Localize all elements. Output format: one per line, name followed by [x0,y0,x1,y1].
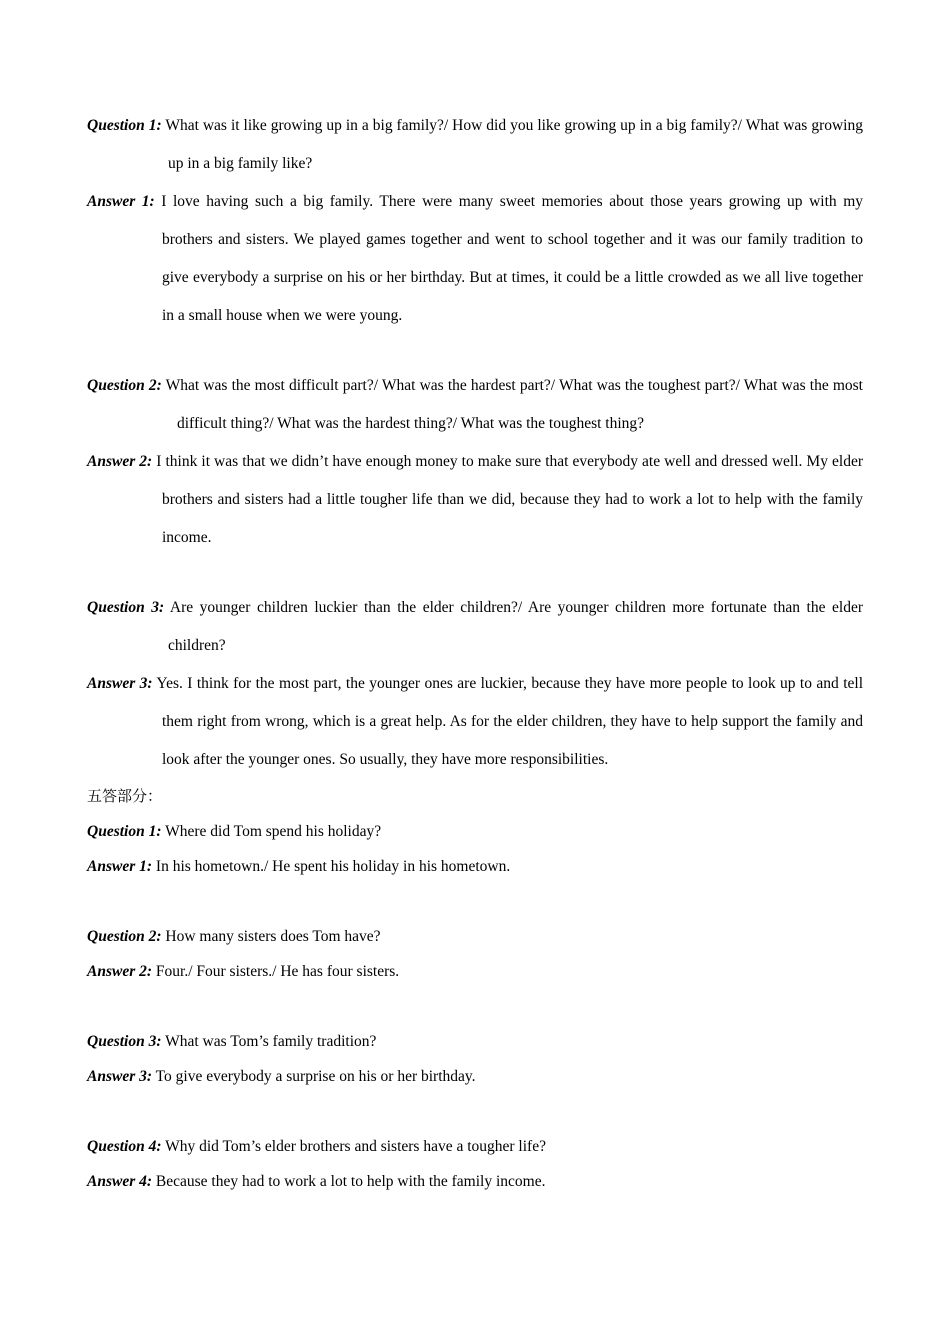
answer-text: In his hometown./ He spent his holiday in his hometown. [155,858,511,875]
spacer [87,884,863,919]
answer-label: Answer 3: [87,1068,153,1085]
answer-label: Answer 4: [87,1173,153,1190]
answer-label: Answer 3: [87,675,153,692]
question-label: Question 2: [87,377,162,394]
question-text: What was it like growing up in a big family?/ How did you like growing up in a big family?/ What was growing up in a big family like? [165,117,863,172]
short-question-4 [87,1129,863,1164]
answer-text: I love having such a big family. There were many sweet memories about those years growing up with my brothers and sisters. We played games together and went to school together and it was our family tradition to give everybody a surprise on his or her birthday. But at times, it could be a little crowded as we all live together in a small house when we were young. [161,193,864,324]
spacer [87,557,863,589]
answer-label: Answer 2: [87,453,153,470]
question-label: Question 4: [87,1138,162,1155]
question-label: Question 2: [87,928,162,945]
short-answer-2 [87,954,863,989]
answer-text: I think it was that we didn’t have enough money to make sure that everybody ate well and dressed well. My elder brothers and sisters had a little tougher life than we did, because they had to work a lot to help with the family income. [156,453,863,546]
question-text: Why did Tom’s elder brothers and sisters have a tougher life? [165,1138,546,1155]
answer-text: To give everybody a surprise on his or her birthday. [155,1068,476,1085]
question-2 [87,367,863,443]
question-text: How many sisters does Tom have? [165,928,381,945]
short-question-1 [87,814,863,849]
spacer [87,989,863,1024]
short-answer-1 [87,849,863,884]
short-question-3 [87,1024,863,1059]
question-3 [87,589,863,665]
answer-label: Answer 1: [87,193,155,210]
question-label: Question 3: [87,599,165,616]
question-text: What was the most difficult part?/ What was the hardest part?/ What was the toughest part?/ What was the most difficult thing?/ What was the hardest thing?/ What was the toughest thing? [165,377,863,432]
short-answer-4 [87,1164,863,1199]
question-text: What was Tom’s family tradition? [165,1033,377,1050]
answer-text: Because they had to work a lot to help with the family income. [155,1173,546,1190]
answer-text: Four./ Four sisters./ He has four sisters. [155,963,400,980]
document-page [87,107,863,1199]
question-text: Are younger children luckier than the elder children?/ Are younger children more fortunate than the elder children? [168,599,863,654]
answer-label: Answer 1: [87,858,153,875]
short-answer-3 [87,1059,863,1094]
spacer [87,1094,863,1129]
answer-text: Yes. I think for the most part, the younger ones are luckier, because they have more people to look up to and tell them right from wrong, which is a great help. As for the elder children, they have to help support the family and look after the younger ones. So usually, they have more responsibilities. [156,675,863,768]
question-1 [87,107,863,183]
short-question-2 [87,919,863,954]
section-heading: 五答部分： [87,787,163,805]
answer-3 [87,665,863,779]
spacer [87,335,863,367]
question-label: Question 1: [87,117,162,134]
answer-label: Answer 2: [87,963,153,980]
question-text: Where did Tom spend his holiday? [165,823,382,840]
answer-1 [87,183,863,335]
question-label: Question 3: [87,1033,162,1050]
answer-2 [87,443,863,557]
question-label: Question 1: [87,823,162,840]
